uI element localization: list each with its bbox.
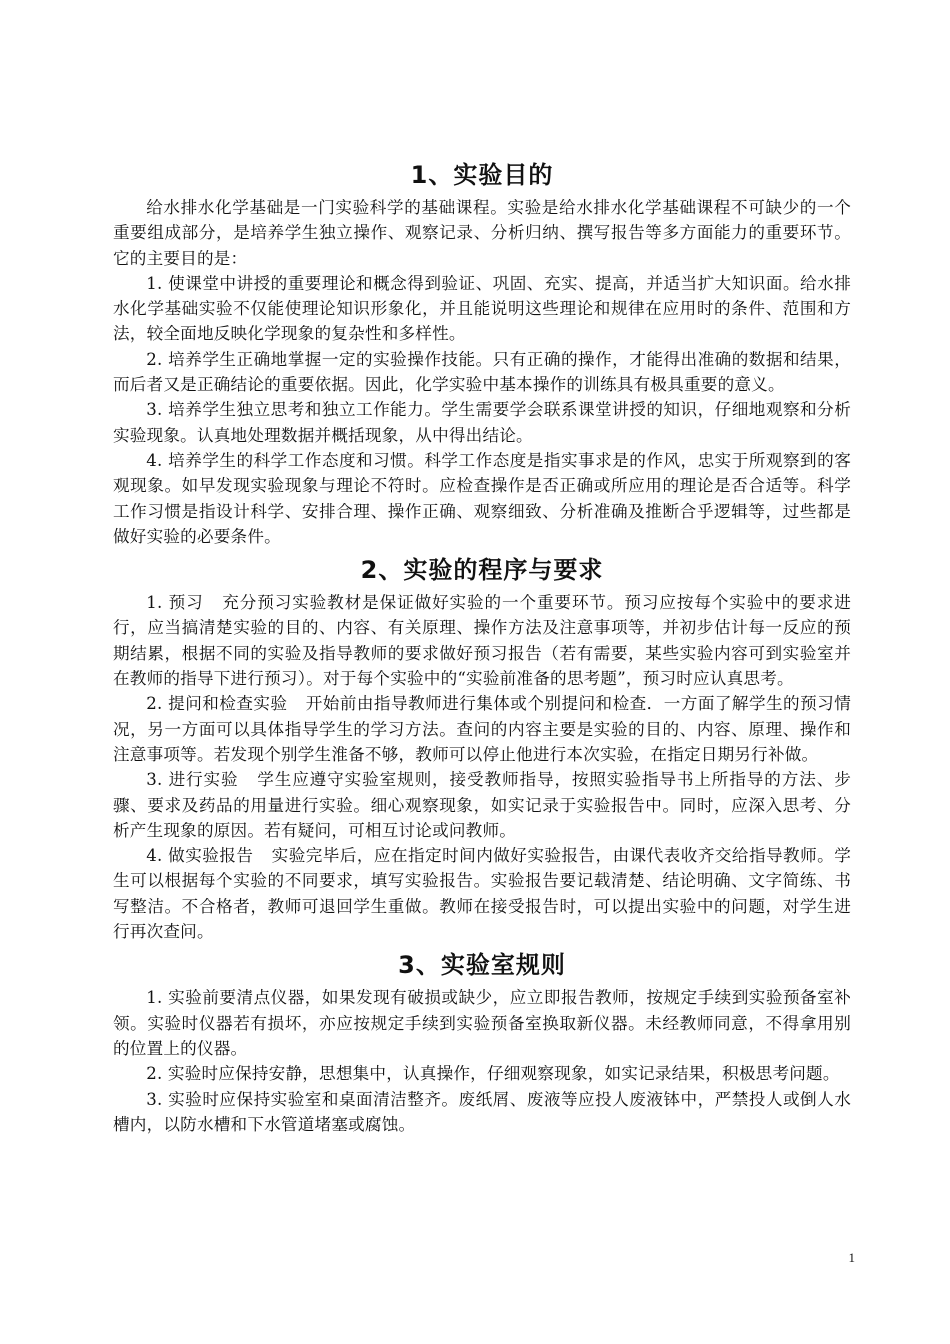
paragraph: 2. 实验时应保持安静，思想集中，认真操作，仔细观察现象，如实记录结果，积极思考问题。: [146, 1064, 840, 1084]
procedure-item-label: 3. 进行实验: [146, 770, 239, 790]
document-page: [113, 152, 851, 1137]
procedure-item-label: 1. 预习: [146, 593, 204, 613]
procedure-item: [113, 691, 851, 767]
procedure-item: [113, 590, 851, 691]
section-title-procedure: 2、实验的程序与要求: [360, 556, 604, 585]
paragraph: 3. 培养学生独立思考和独立工作能力。学生需要学会联系课堂讲授的知识，仔细地观察和分析实验现象。认真地处理数据并概括现象，从中得出结论。: [113, 400, 851, 445]
section-title-purpose: 1、实验目的: [410, 161, 554, 189]
paragraph: 4. 培养学生的科学工作态度和习惯。科学工作态度是指实事求是的作风，忠实于所观察到的客观现象。如早发现实验现象与理论不符时。应检查操作是否正确或所应用的理论是否合适等。科学工作习惯是指设计科学、安排合理、操作正确、观察细致、分析准确及推断合乎逻辑等，过些都是做好实验的必要条件。: [113, 450, 851, 546]
paragraph: 3. 实验时应保持实验室和桌面清洁整齐。废纸屑、废液等应投人废液钵中，严禁投人或倒人水槽内，以防水槽和下水管道堵塞或腐蚀。: [113, 1089, 851, 1134]
paragraph: 给水排水化学基础是一门实验科学的基础课程。实验是给水排水化学基础课程不可缺少的一个重要组成部分，是培养学生独立操作、观察记录、分析归纳、撰写报告等多方面能力的重要环节。它的主要目的是：: [113, 198, 851, 268]
procedure-item-text: 实验完毕后，应在指定时间内做好实验报告，由课代表收齐交给指导教师。学生可以根据每个实验的不同要求，填写实验报告。实验报告要记载清楚、结论明确、文字简练、书写整洁。不合格者，教师可退回学生重做。教师在接受报告时，可以提出实验中的问题，对学生进行再次查问。: [113, 846, 851, 942]
section-title-lab-rules: 3、实验室规则: [398, 951, 566, 980]
page-number: 1: [848, 1250, 855, 1265]
procedure-item-label: 2. 提问和检查实验: [146, 694, 288, 714]
paragraph: 2. 培养学生正确地掌握一定的实验操作技能。只有正确的操作，才能得出准确的数据和结果，而后者又是正确结论的重要依据。因此，化学实验中基本操作的训练具有极具重要的意义。: [113, 349, 851, 395]
procedure-item-text: 充分预习实验教材是保证做好实验的一个重要环节。预习应按每个实验中的要求进行，应当搞清楚实验的目的、内容、有关原理、操作方法及注意事项等，并初步估计每一反应的预期结累，根据不同的实验及指导教师的要求做好预习报告（若有需要，某些实验内容可到实验室并在教师的指导下进行预习）。对于每个实验中的“实验前准备的思考题”，预习时应认真思考。: [113, 593, 852, 689]
procedure-item-label: 4. 做实验报告: [146, 846, 254, 866]
procedure-item: [113, 843, 851, 944]
paragraph: 1. 使课堂中讲授的重要理论和概念得到验证、巩固、充实、提高，并适当扩大知识面。给水排水化学基础实验不仅能使理论知识形象化，并且能说明这些理论和规律在应用时的条件、范围和方法，较全面地反映化学现象的复杂性和多样性。: [113, 273, 851, 344]
procedure-item-text: 学生应遵守实验室规则，接受教师指导，按照实验指导书上所指导的方法、步骤、要求及药品的用量进行实验。细心观察现象，如实记录于实验报告中。同时，应深入思考、分析产生现象的原因。若有疑问，可相互讨论或问教师。: [113, 770, 851, 840]
paragraph: 1. 实验前要清点仪器，如果发现有破损或缺少，应立即报告教师，按规定手续到实验预备室补领。实验时仪器若有损坏，亦应按规定手续到实验预备室换取新仪器。未经教师同意，不得拿用别的位置上的仪器。: [113, 988, 851, 1058]
procedure-item-text: 开始前由指导教师进行集体或个别提问和检查．一方面了解学生的预习情况，另一方面可以具体指导学生的学习方法。查问的内容主要是实验的目的、内容、原理、操作和注意事项等。若发现个别学生淮备不够，教师可以停止他进行本次实验，在指定日期另行补做。: [113, 694, 851, 764]
procedure-item: [113, 767, 851, 843]
